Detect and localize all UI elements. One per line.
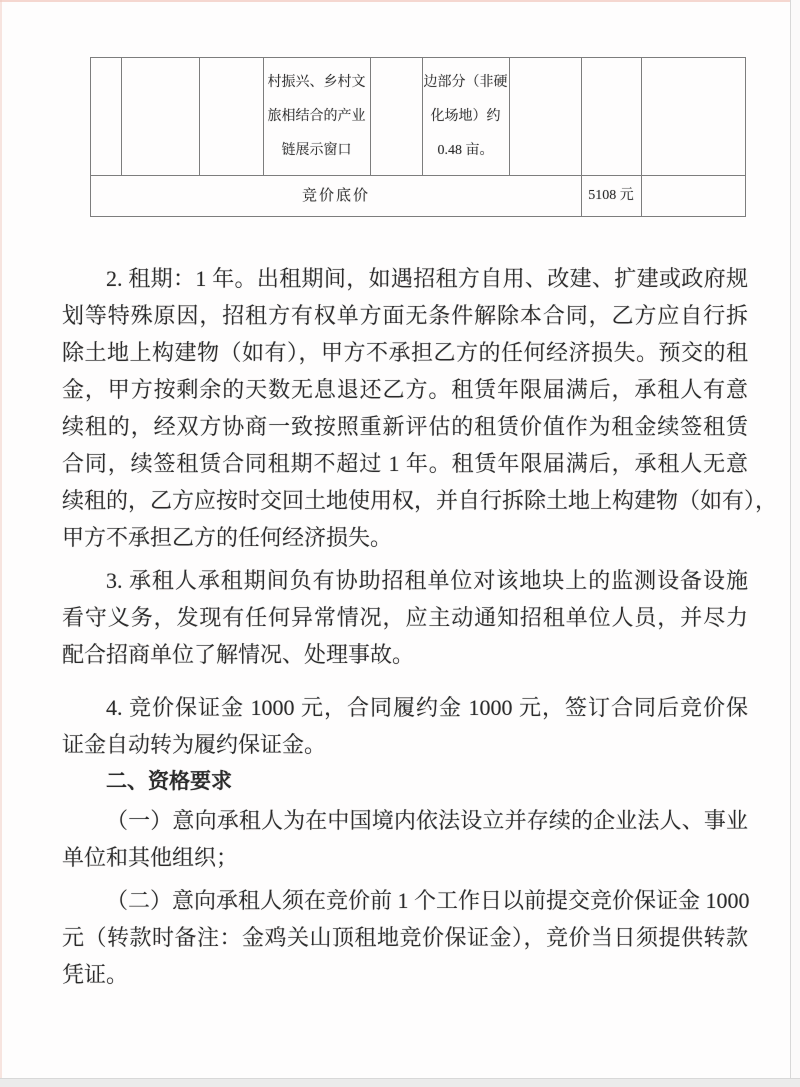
table-gridline (121, 58, 122, 175)
text-line: 续租的，经双方协商一致按照重新评估的租赁价值作为租金续签租赁 (62, 414, 748, 439)
bid-info-table (90, 57, 746, 217)
floor-price-label: 竞价底价 (301, 187, 370, 204)
paragraph-qualification-2 (62, 882, 748, 993)
text-line: 续租的，乙方应按时交回土地使用权，并自行拆除土地上构建物（如有）， (62, 488, 778, 513)
text-line: （一）意向承租人为在中国境内依法设立并存续的企业法人、事业 (106, 808, 748, 833)
page-edge-left (0, 0, 2, 1086)
floor-price-label-cell (91, 175, 581, 216)
table-gridline (370, 58, 371, 175)
body-text (62, 260, 778, 993)
cell-text-line: 0.48 亩。 (437, 142, 494, 158)
floor-price-value-cell (581, 175, 641, 216)
text-line: 2. 租期：1 年。出租期间，如遇招租方自用、改建、扩建或政府规 (106, 266, 748, 291)
paragraph-qualification-1 (62, 802, 748, 876)
text-line: 证金自动转为履约保证金。 (62, 732, 327, 757)
cell-text-line: 旅相结合的产业 (267, 108, 366, 124)
text-line: 甲方不承担乙方的任何经济损失。 (62, 525, 393, 550)
text-line: （二）意向承租人须在竞价前 1 个工作日以前提交竞价保证金 1000 (106, 888, 750, 913)
cell-text-line: 化场地）约 (430, 108, 501, 124)
text-line: 二、资格要求 (106, 770, 232, 793)
cell-text-line: 链展示窗口 (281, 142, 352, 158)
floor-price-value: 5108 元 (588, 187, 634, 203)
text-line: 元（转款时备注：金鸡关山顶租地竞价保证金），竞价当日须提供转款 (62, 925, 748, 950)
paragraph-deposit (62, 689, 748, 763)
text-line: 3. 承租人承租期间负有协助招租单位对该地块上的监测设备设施 (106, 568, 748, 593)
nonhardened-area-cell (422, 58, 509, 175)
cell-text-line: 边部分（非硬 (423, 74, 508, 90)
page-edge-top (0, 0, 800, 2)
text-line: 看守义务，发现有任何异常情况，应主动通知招租单位人员，并尽力 (62, 605, 748, 630)
text-line: 合同，续签租赁合同租期不超过 1 年。租赁年限届满后，承租人无意 (62, 451, 748, 476)
table-gridline (199, 58, 200, 175)
text-line: 划等特殊原因，招租方有权单方面无条件解除本合同，乙方应自行拆 (62, 303, 748, 328)
paragraph-lease-term (62, 260, 778, 556)
table-gridline (641, 58, 642, 216)
page-edge-right-scanline (790, 0, 791, 1080)
industry-window-cell (263, 58, 370, 175)
page-edge-right-margin (791, 0, 800, 1080)
text-line: 配合招商单位了解情况、处理事故。 (62, 642, 415, 667)
text-line: 除土地上构建物（如有），甲方不承担乙方的任何经济损失。预交的租 (62, 340, 748, 365)
heading-qualification (62, 763, 748, 800)
paragraph-custody-duty (62, 562, 748, 673)
text-line: 凭证。 (62, 962, 129, 987)
text-line: 金，甲方按剩余的天数无息退还乙方。租赁年限届满后，承租人有意 (62, 377, 748, 402)
cell-text-line: 村振兴、乡村文 (267, 74, 366, 90)
text-line: 4. 竞价保证金 1000 元，合同履约金 1000 元，签订合同后竞价保 (106, 695, 748, 720)
text-line: 单位和其他组织； (62, 845, 239, 870)
table-gridline (509, 58, 510, 175)
